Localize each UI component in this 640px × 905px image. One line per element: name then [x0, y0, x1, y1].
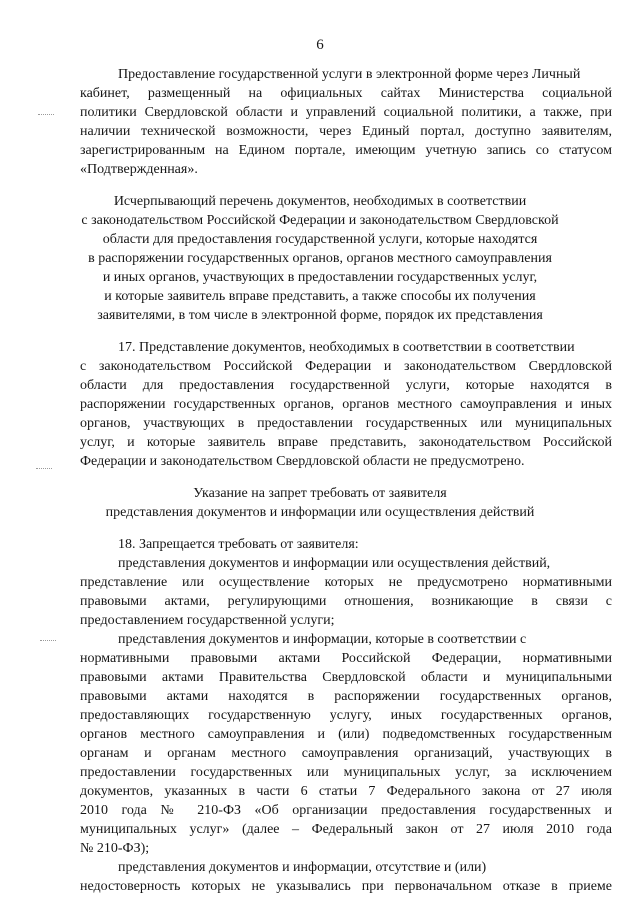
text-line: органов местного самоуправления и (или) подведомственных государственным	[80, 727, 612, 742]
text-line: муниципальных услуг» (далее – Федеральный закон от 27 июля 2010 года	[80, 822, 612, 837]
text-line: № 210-ФЗ);	[80, 841, 150, 856]
text-line: представления документов и информации или осуществления действий,	[118, 556, 551, 571]
text-line: документов, указанных в части 6 статьи 7 Федерального закона от 27 июля	[80, 784, 612, 799]
text-line: органам и органам местного самоуправления организаций, участвующих в	[80, 746, 612, 761]
text-line: предоставлении государственных или муниципальных услуг, за исключением	[80, 765, 612, 780]
text-line: представления документов и информации или осуществления действий	[105, 505, 535, 520]
scan-mark	[40, 640, 56, 645]
text-line: распоряжении государственных органов, органов местного самоуправления и иных	[80, 397, 612, 412]
text-line: зарегистрированным на Едином портале, имеющим учетную запись со статусом	[80, 143, 612, 158]
text-line: предоставлением государственной услуги;	[80, 613, 335, 628]
text-line: правовыми актами, регулирующими отношения, возникающие в связи с	[80, 594, 612, 609]
text-line: 2010 года № 210-ФЗ «Об организации предоставления государственных и	[80, 803, 612, 818]
text-line: Исчерпывающий перечень документов, необходимых в соответствии	[113, 194, 527, 209]
text-line: Федерации и законодательством Свердловской области не предусмотрено.	[80, 454, 525, 469]
text-line: в распоряжении государственных органов, органов местного самоуправления	[88, 251, 552, 266]
text-line: области для предоставления государственной услуги, которые находятся в	[80, 378, 612, 393]
text-line: Указание на запрет требовать от заявителя	[193, 486, 447, 501]
scan-mark	[36, 468, 52, 473]
text-line: заявителями, в том числе в электронной форме, порядок их представления	[97, 308, 543, 323]
text-line: органов, участвующих в предоставлении государственных или муниципальных	[80, 416, 612, 431]
text-line: представления документов и информации, которые в соответствии с	[118, 632, 527, 647]
text-line: «Подтвержденная».	[80, 162, 198, 177]
text-line: недостоверность которых не указывались при первоначальном отказе в приеме	[80, 879, 612, 894]
text-line: правовыми актами находятся в распоряжении государственных органов,	[80, 689, 612, 704]
text-line: 17. Представление документов, необходимых в соответствии в соответствии	[118, 340, 575, 355]
text-line: предоставляющих государственную услугу, иных государственных органов,	[80, 708, 612, 723]
text-line: 18. Запрещается требовать от заявителя:	[118, 537, 359, 552]
text-line: услуг, и которые заявитель вправе представить, законодательством Российской	[80, 435, 612, 450]
text-line: политики Свердловской области и управлений социальной политики, а также, при	[80, 105, 612, 120]
scan-mark	[38, 114, 54, 119]
text-line: и которые заявитель вправе представить, а также способы их получения	[104, 289, 536, 304]
text-line: с законодательством Российской Федерации и законодательством Свердловской	[81, 213, 559, 228]
text-line: Предоставление государственной услуги в электронной форме через Личный	[118, 67, 581, 82]
text-line: правовыми актами Правительства Свердловской области и муниципальными	[80, 670, 612, 685]
text-line: нормативными правовыми актами Российской Федерации, нормативными	[80, 651, 612, 666]
text-line: наличии технической возможности, через Единый портал, доступно заявителям,	[80, 124, 612, 139]
page-number: 6	[316, 37, 324, 53]
text-line: области для предоставления государственной услуги, которые находятся	[102, 232, 538, 247]
text-line: представления документов и информации, отсутствие и (или)	[118, 860, 487, 875]
text-line: представление или осуществление которых не предусмотрено нормативными	[80, 575, 612, 590]
text-line: и иных органов, участвующих в предоставлении государственных услуг,	[102, 270, 538, 285]
text-line: с законодательством Российской Федерации и законодательством Свердловской	[80, 359, 612, 374]
text-line: кабинет, размещенный на официальных сайтах Министерства социальной	[80, 86, 612, 101]
